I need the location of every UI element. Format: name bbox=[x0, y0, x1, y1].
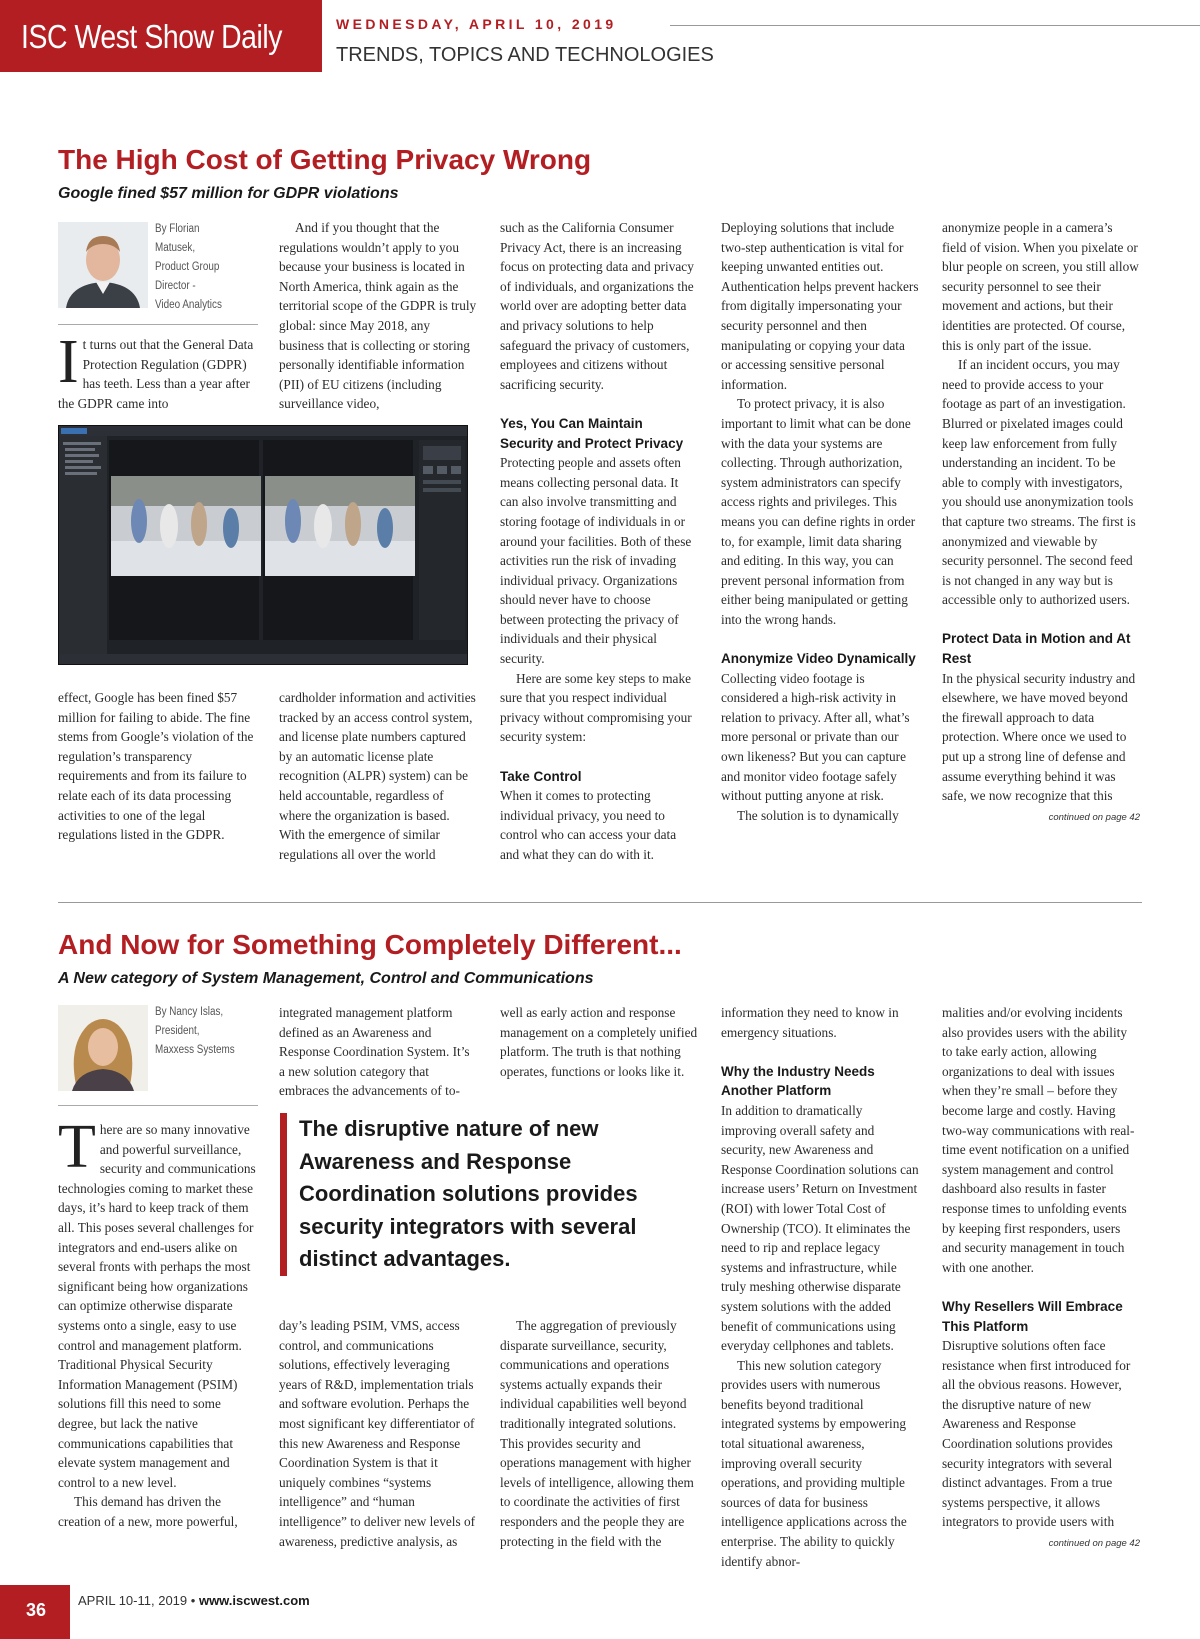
article1-column-5 bbox=[942, 218, 1140, 827]
article-subtitle: Google fined $57 million for GDPR violations bbox=[58, 185, 399, 202]
paragraph: Disruptive solutions often face resistance when first introduced for all the obvious reasons. However, the disruptive nature of new Awareness and Response Coordination solutions provides security integrators with several distinct advantages. From a true systems perspective, it allows integrators to provide users with bbox=[942, 1338, 1131, 1530]
paragraph: anonymize people in a camera’s field of vision. When you pixelate or blur people on screen, you still allow security personnel to see their movement and actions, but their identities are protected. Of course, this is only part of the issue. bbox=[942, 220, 1139, 353]
paragraph: The solution is to dynamically bbox=[737, 807, 899, 823]
article2-column-1 bbox=[58, 1113, 256, 1531]
paragraph: Deploying solutions that include two-step authentication is vital for keeping unwanted entities out. Authentication helps prevent hackers from digitally impersonating your security personnel and then manipulating or copying your data or accessing sensitive personal information. bbox=[721, 220, 919, 392]
section-heading: Why the Industry Needs Another Platform bbox=[721, 1063, 875, 1099]
article1-column-2-bottom bbox=[279, 688, 477, 864]
article1-column-3 bbox=[500, 218, 698, 865]
article2-column-3-top bbox=[500, 1003, 698, 1081]
section-heading: Anonymize Video Dynamically bbox=[721, 651, 916, 667]
author-company: Maxxess Systems bbox=[155, 1044, 235, 1056]
article2-column-2-bottom bbox=[279, 1316, 477, 1551]
paragraph: well as early action and response management on a completely unified platform. The truth is that nothing operates, functions or looks like it. bbox=[500, 1005, 698, 1079]
paragraph: day’s leading PSIM, VMS, access control, and communications solutions, effectively leveraging years of R&D, implementation trials and software evolution. Perhaps the most significant key differentiator of this new Awareness and Response Coordination System is that it uniquely combines “systems intelligence” and “human intelligence” to deliver new levels of awareness, predictive analysis, as bbox=[279, 1318, 476, 1549]
paragraph: This demand has driven the creation of a new, more powerful, bbox=[58, 1494, 238, 1529]
paragraph: Protecting people and assets often means collecting personal data. It can also involve transmitting and storing footage of individuals in or around your facilities. Both of these activities run the risk of invading individual privacy. Organizations should never have to choose between protecting the privacy of individuals and their physical security. bbox=[500, 455, 692, 667]
article2-column-2-top bbox=[279, 1003, 477, 1101]
section-heading: Take Control bbox=[500, 768, 582, 784]
section-divider bbox=[58, 902, 1142, 903]
publication-tagline: TRENDS, TOPICS AND TECHNOLOGIES bbox=[336, 44, 714, 66]
article1-column-1-intro bbox=[58, 328, 256, 413]
section-heading: Yes, You Can Maintain Security and Protect Privacy bbox=[500, 415, 684, 451]
article1-column-1-continued bbox=[58, 688, 256, 845]
article-title: And Now for Something Completely Different... bbox=[58, 929, 682, 960]
pull-quote: The disruptive nature of new Awareness and Response Coordination solutions provides security integrators with several distinct advantages. bbox=[280, 1113, 690, 1276]
drop-cap: I bbox=[58, 328, 79, 396]
section-heading: Protect Data in Motion and At Rest bbox=[942, 631, 1131, 667]
article-title: The High Cost of Getting Privacy Wrong bbox=[58, 144, 592, 175]
author-role: Product Group Director - bbox=[155, 261, 220, 292]
author-byline bbox=[155, 220, 241, 315]
paragraph: This new solution category provides users with numerous benefits beyond traditional integrated systems by empowering total situational awareness, improving overall security operations, and providing multiple sources of data for business intelligence applications across the enterprise. The ability to quickly identify abnor- bbox=[721, 1357, 907, 1569]
paragraph: In addition to dramatically improving overall safety and security, new Awareness and Response Coordination solutions can increase users’ Return on Investment (ROI) with lower Total Cost of Ownership (TCO). It eliminates the need to rip and replace legacy systems and infrastructure, while truly meshing otherwise disparate system solutions with the added benefit of communications using everyday cellphones and tablets. bbox=[721, 1102, 919, 1354]
footer-url[interactable]: www.iscwest.com bbox=[198, 1593, 310, 1608]
author-byline bbox=[155, 1003, 241, 1060]
masthead-rule bbox=[670, 25, 1200, 26]
byline-rule bbox=[58, 324, 258, 325]
paragraph: cardholder information and activities tracked by an access control system, and license plate numbers captured by an automatic license plate recognition (ALPR) system) can be held accountable, regardless of where the organization is based. With the emergence of similar regulations all over the world bbox=[279, 690, 476, 862]
paragraph: such as the California Consumer Privacy Act, there is an increasing focus on protecting data and privacy of individuals, and organizations the world over are adopting better data and privacy solutions to help safeguard the privacy of customers, employees and citizens without sacrificing security. bbox=[500, 220, 694, 392]
issue-date: WEDNESDAY, APRIL 10, 2019 bbox=[336, 16, 617, 32]
footer-info bbox=[78, 1593, 310, 1608]
author-photo bbox=[58, 1005, 148, 1091]
paragraph: And if you thought that the regulations wouldn’t apply to you because your business is located in North America, think again as the territorial scope of the GDPR is truly global: since May 2018, any business that is collecting or storing personally identifiable information (PII) of EU citizens (including surveillance video, bbox=[279, 220, 477, 412]
footer-separator: • bbox=[190, 1593, 196, 1608]
software-screenshot-figure bbox=[58, 425, 468, 665]
article1-column-4 bbox=[721, 218, 919, 825]
continued-link[interactable]: continued on page 42 bbox=[1048, 811, 1140, 823]
article2-column-4 bbox=[721, 1003, 919, 1571]
paragraph: When it comes to protecting individual privacy, you need to control who can access your data and what they can do with it. bbox=[500, 788, 677, 862]
author-department: Video Analytics bbox=[155, 299, 222, 311]
article2-column-5 bbox=[942, 1003, 1140, 1554]
paragraph: information they need to know in emergency situations. bbox=[721, 1005, 899, 1040]
article2-column-3-bottom bbox=[500, 1316, 698, 1551]
author-name: By Florian Matusek, bbox=[155, 223, 200, 254]
intro-text: t turns out that the General Data Protection Regulation (GDPR) has teeth. Less than a year after the GDPR came into bbox=[58, 337, 254, 411]
paragraph: effect, Google has been fined $57 million for failing to abide. The fine stems from Google’s violation of the regulation’s transparency requirements and from its failure to relate each of its data processing activities to one of the legal regulations listed in the GDPR. bbox=[58, 690, 254, 843]
article1-column-2-top bbox=[279, 218, 477, 414]
page-number: 36 bbox=[0, 1585, 70, 1639]
byline-rule bbox=[58, 1105, 258, 1106]
paragraph: In the physical security industry and elsewhere, we have moved beyond the firewall approach to data protection. Where once we used to put up a strong line of defense and assume everything behind it was safe, we now recognize that this bbox=[942, 670, 1136, 804]
footer-date: APRIL 10-11, 2019 bbox=[78, 1593, 188, 1608]
paragraph: integrated management platform defined as an Awareness and Response Coordination System. It’s a new solution category that embraces the advancements of to- bbox=[279, 1005, 470, 1099]
paragraph: Here are some key steps to make sure that you respect individual privacy without compromising your security system: bbox=[500, 670, 692, 745]
article-subtitle: A New category of System Management, Control and Communications bbox=[58, 970, 594, 987]
paragraph: If an incident occurs, you may need to provide access to your footage as part of an investigation. Blurred or pixelated images could keep law enforcement from fully understanding an incident. To be able to comply with investigators, you should use anonymization tools that capture two streams. The first is anonymized and viewable by security personnel. The second feed is not changed in any way but is accessible only to authorized users. bbox=[942, 357, 1136, 608]
intro-text: here are so many innovative and powerful surveillance, security and communications technologies coming to market these days, it’s hard to keep track of them all. This poses several challenges for integrators and end-users alike on several fronts with perhaps the most significant being how organizations can optimize otherwise disparate systems onto a single, easy to use control and management platform. Traditional Physical Security Information Management (PSIM) solutions fill this need to some degree, but lack the native communications capabilities that elevate system management and control to a new level. bbox=[58, 1122, 256, 1490]
author-photo bbox=[58, 222, 148, 308]
paragraph: The aggregation of previously disparate surveillance, security, communications and operations systems actually expands their individual capabilities well beyond traditionally integrated solutions. This provides security and operations management with higher levels of intelligence, allowing them to coordinate the activities of first responders and the people they are protecting in the field with the bbox=[500, 1318, 694, 1549]
publication-title: ISC West Show Daily bbox=[21, 18, 282, 55]
paragraph: malities and/or evolving incidents also provides users with the ability to take early action, allowing organizations to deal with issues when they’re small – before they become large and costly. Having two-way communications with real-time event notification on a unified system management and control dashboard also results in faster response times to unfolding events by keeping first responders, users and security management in touch with one another. bbox=[942, 1005, 1135, 1275]
continued-link[interactable]: continued on page 42 bbox=[1048, 1538, 1140, 1550]
paragraph: To protect privacy, it is also important to limit what can be done with the data your systems are collecting. Through authorization, system administrators can specify access rights and privileges. This means you can define rights in order to, for example, limit data sharing and editing. In this way, you can prevent personal information from either being manipulated or getting into the wrong hands. bbox=[721, 396, 916, 627]
drop-cap: T bbox=[58, 1113, 96, 1181]
author-name: By Nancy Islas, President, bbox=[155, 1006, 224, 1037]
paragraph: Collecting video footage is considered a high-risk activity in relation to privacy. After all, what’s more personal or private than our own likeness? But you can capture and monitor video footage safely without putting anyone at risk. bbox=[721, 670, 910, 804]
section-heading: Why Resellers Will Embrace This Platform bbox=[942, 1298, 1123, 1334]
